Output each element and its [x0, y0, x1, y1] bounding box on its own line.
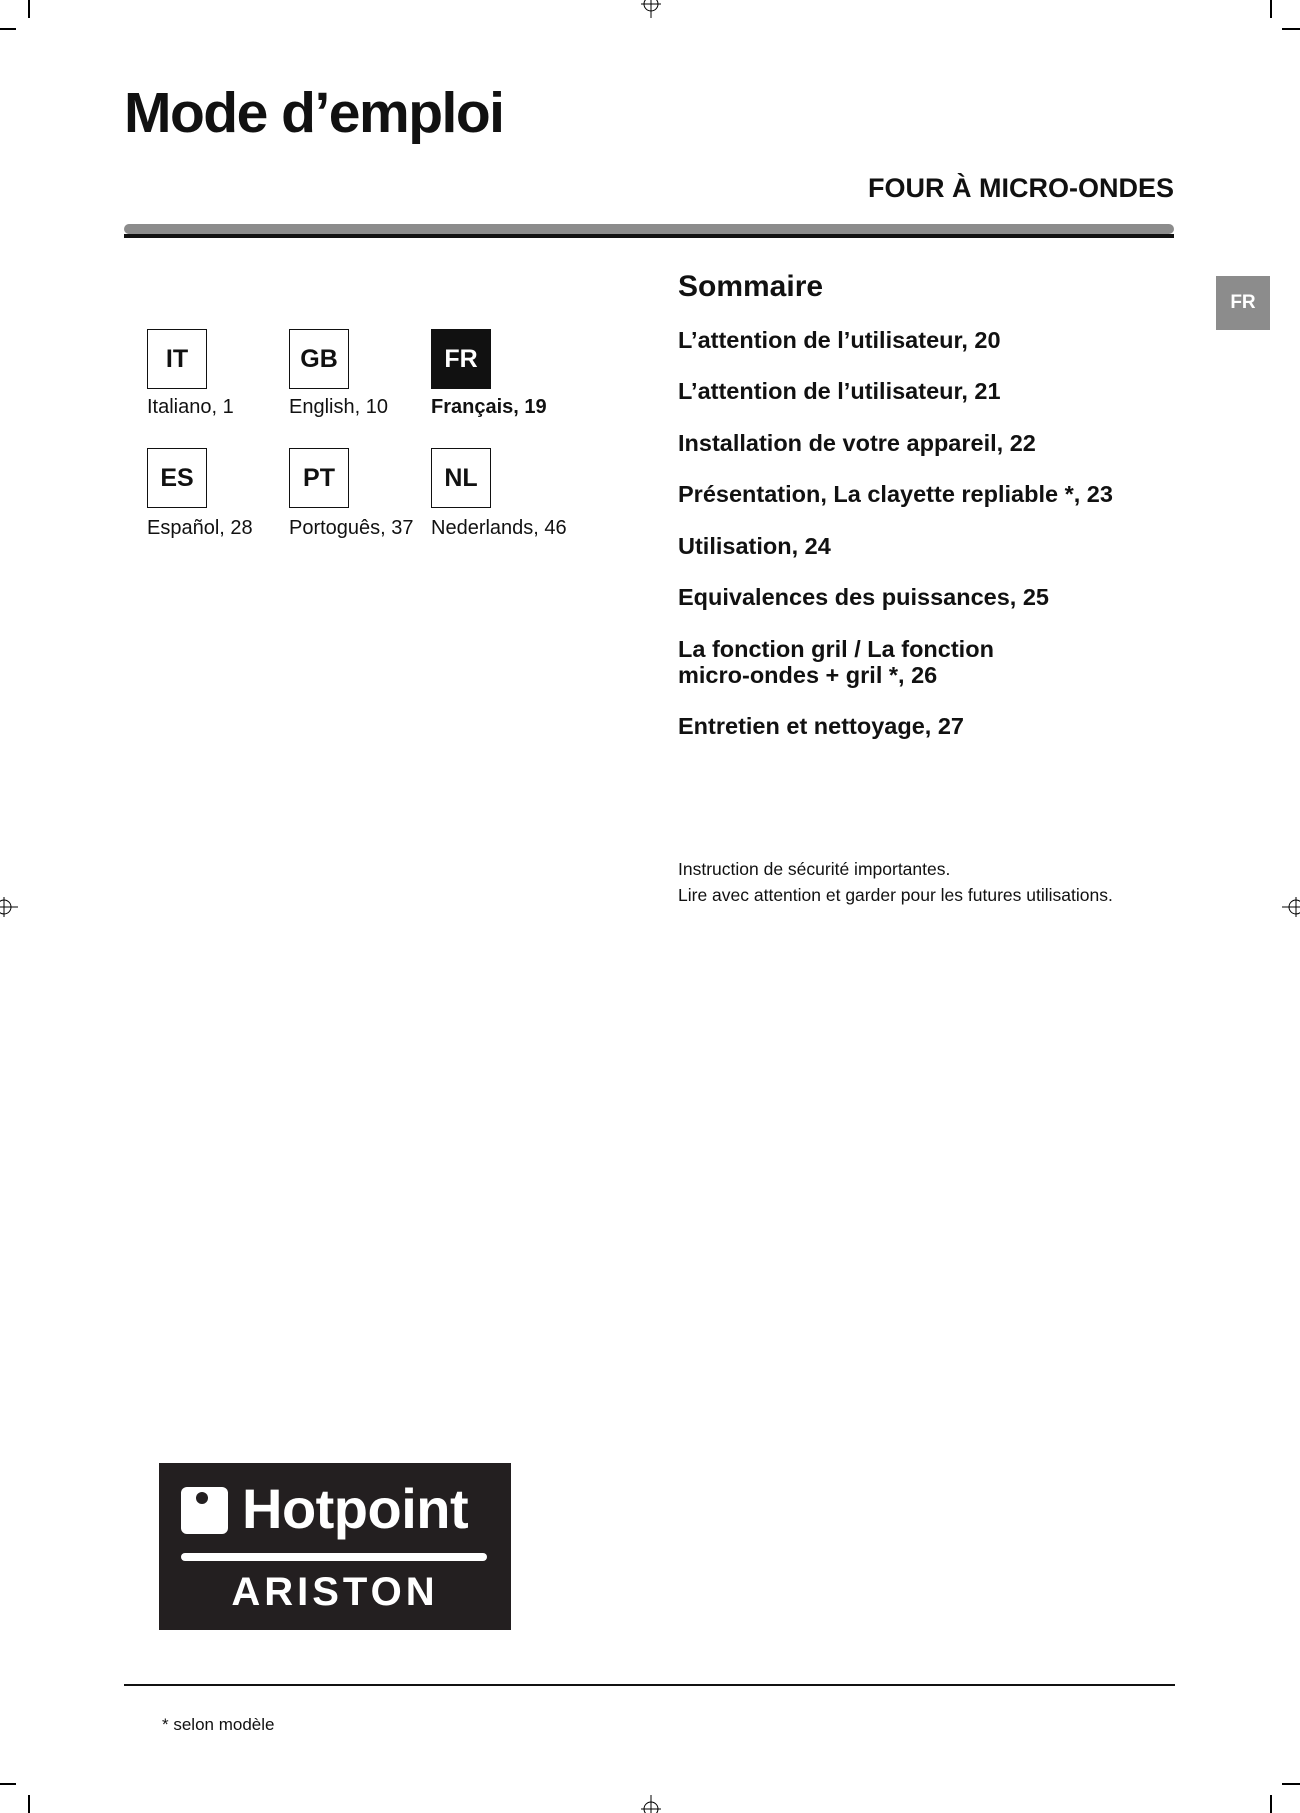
lang-label-es: Español, 28 — [147, 517, 253, 539]
lang-box-pt[interactable]: PT — [289, 448, 349, 508]
lang-box-es[interactable]: ES — [147, 448, 207, 508]
crop-mark — [1270, 0, 1272, 18]
logo-dot-icon — [196, 1492, 208, 1504]
lang-label-it: Italiano, 1 — [147, 396, 234, 418]
registration-mark-top — [636, 0, 666, 20]
crop-mark — [0, 28, 16, 30]
toc-title: Sommaire — [678, 270, 824, 303]
registration-mark-right — [1280, 892, 1300, 922]
registration-mark-bottom — [636, 1793, 666, 1813]
crop-mark — [28, 1795, 30, 1813]
toc-item[interactable]: Equivalences des puissances, 25 — [678, 584, 1049, 610]
toc-item[interactable]: micro-ondes + gril *, 26 — [678, 662, 938, 688]
crop-mark — [1282, 28, 1300, 30]
toc-item[interactable]: Utilisation, 24 — [678, 533, 831, 559]
logo-bar — [181, 1553, 487, 1561]
toc-item[interactable]: L’attention de l’utilisateur, 21 — [678, 378, 1001, 404]
lang-box-gb[interactable]: GB — [289, 329, 349, 389]
logo-sub-text: ARISTON — [231, 1570, 439, 1614]
language-side-tab: FR — [1216, 276, 1270, 330]
footnote: * selon modèle — [162, 1715, 275, 1734]
page-title: Mode d’emploi — [124, 81, 504, 145]
product-name: FOUR À MICRO-ONDES — [868, 173, 1174, 203]
footer-rule — [124, 1684, 1175, 1686]
toc-item[interactable]: Installation de votre appareil, 22 — [678, 430, 1036, 456]
header-rule-dark — [124, 234, 1174, 238]
registration-mark-left — [0, 892, 20, 922]
safety-line: Lire avec attention et garder pour les futures utilisations. — [678, 885, 1113, 905]
crop-mark — [28, 0, 30, 18]
safety-note — [678, 856, 1113, 908]
header-rule — [124, 224, 1174, 234]
lang-box-fr[interactable]: FR — [431, 329, 491, 389]
safety-line: Instruction de sécurité importantes. — [678, 859, 951, 879]
lang-label-pt: Portoguês, 37 — [289, 517, 414, 539]
lang-label-nl: Nederlands, 46 — [431, 517, 567, 539]
toc-item[interactable]: Entretien et nettoyage, 27 — [678, 713, 964, 739]
lang-box-it[interactable]: IT — [147, 329, 207, 389]
toc-item[interactable]: La fonction gril / La fonction — [678, 636, 994, 662]
lang-label-gb: English, 10 — [289, 396, 388, 418]
crop-mark — [0, 1783, 16, 1785]
crop-mark — [1282, 1783, 1300, 1785]
lang-label-fr: Français, 19 — [431, 396, 547, 418]
crop-mark — [1270, 1795, 1272, 1813]
logo-brand-text: Hotpoint — [242, 1477, 469, 1540]
toc-item[interactable]: L’attention de l’utilisateur, 20 — [678, 327, 1001, 353]
toc-item[interactable]: Présentation, La clayette repliable *, 23 — [678, 481, 1113, 507]
lang-box-nl[interactable]: NL — [431, 448, 491, 508]
